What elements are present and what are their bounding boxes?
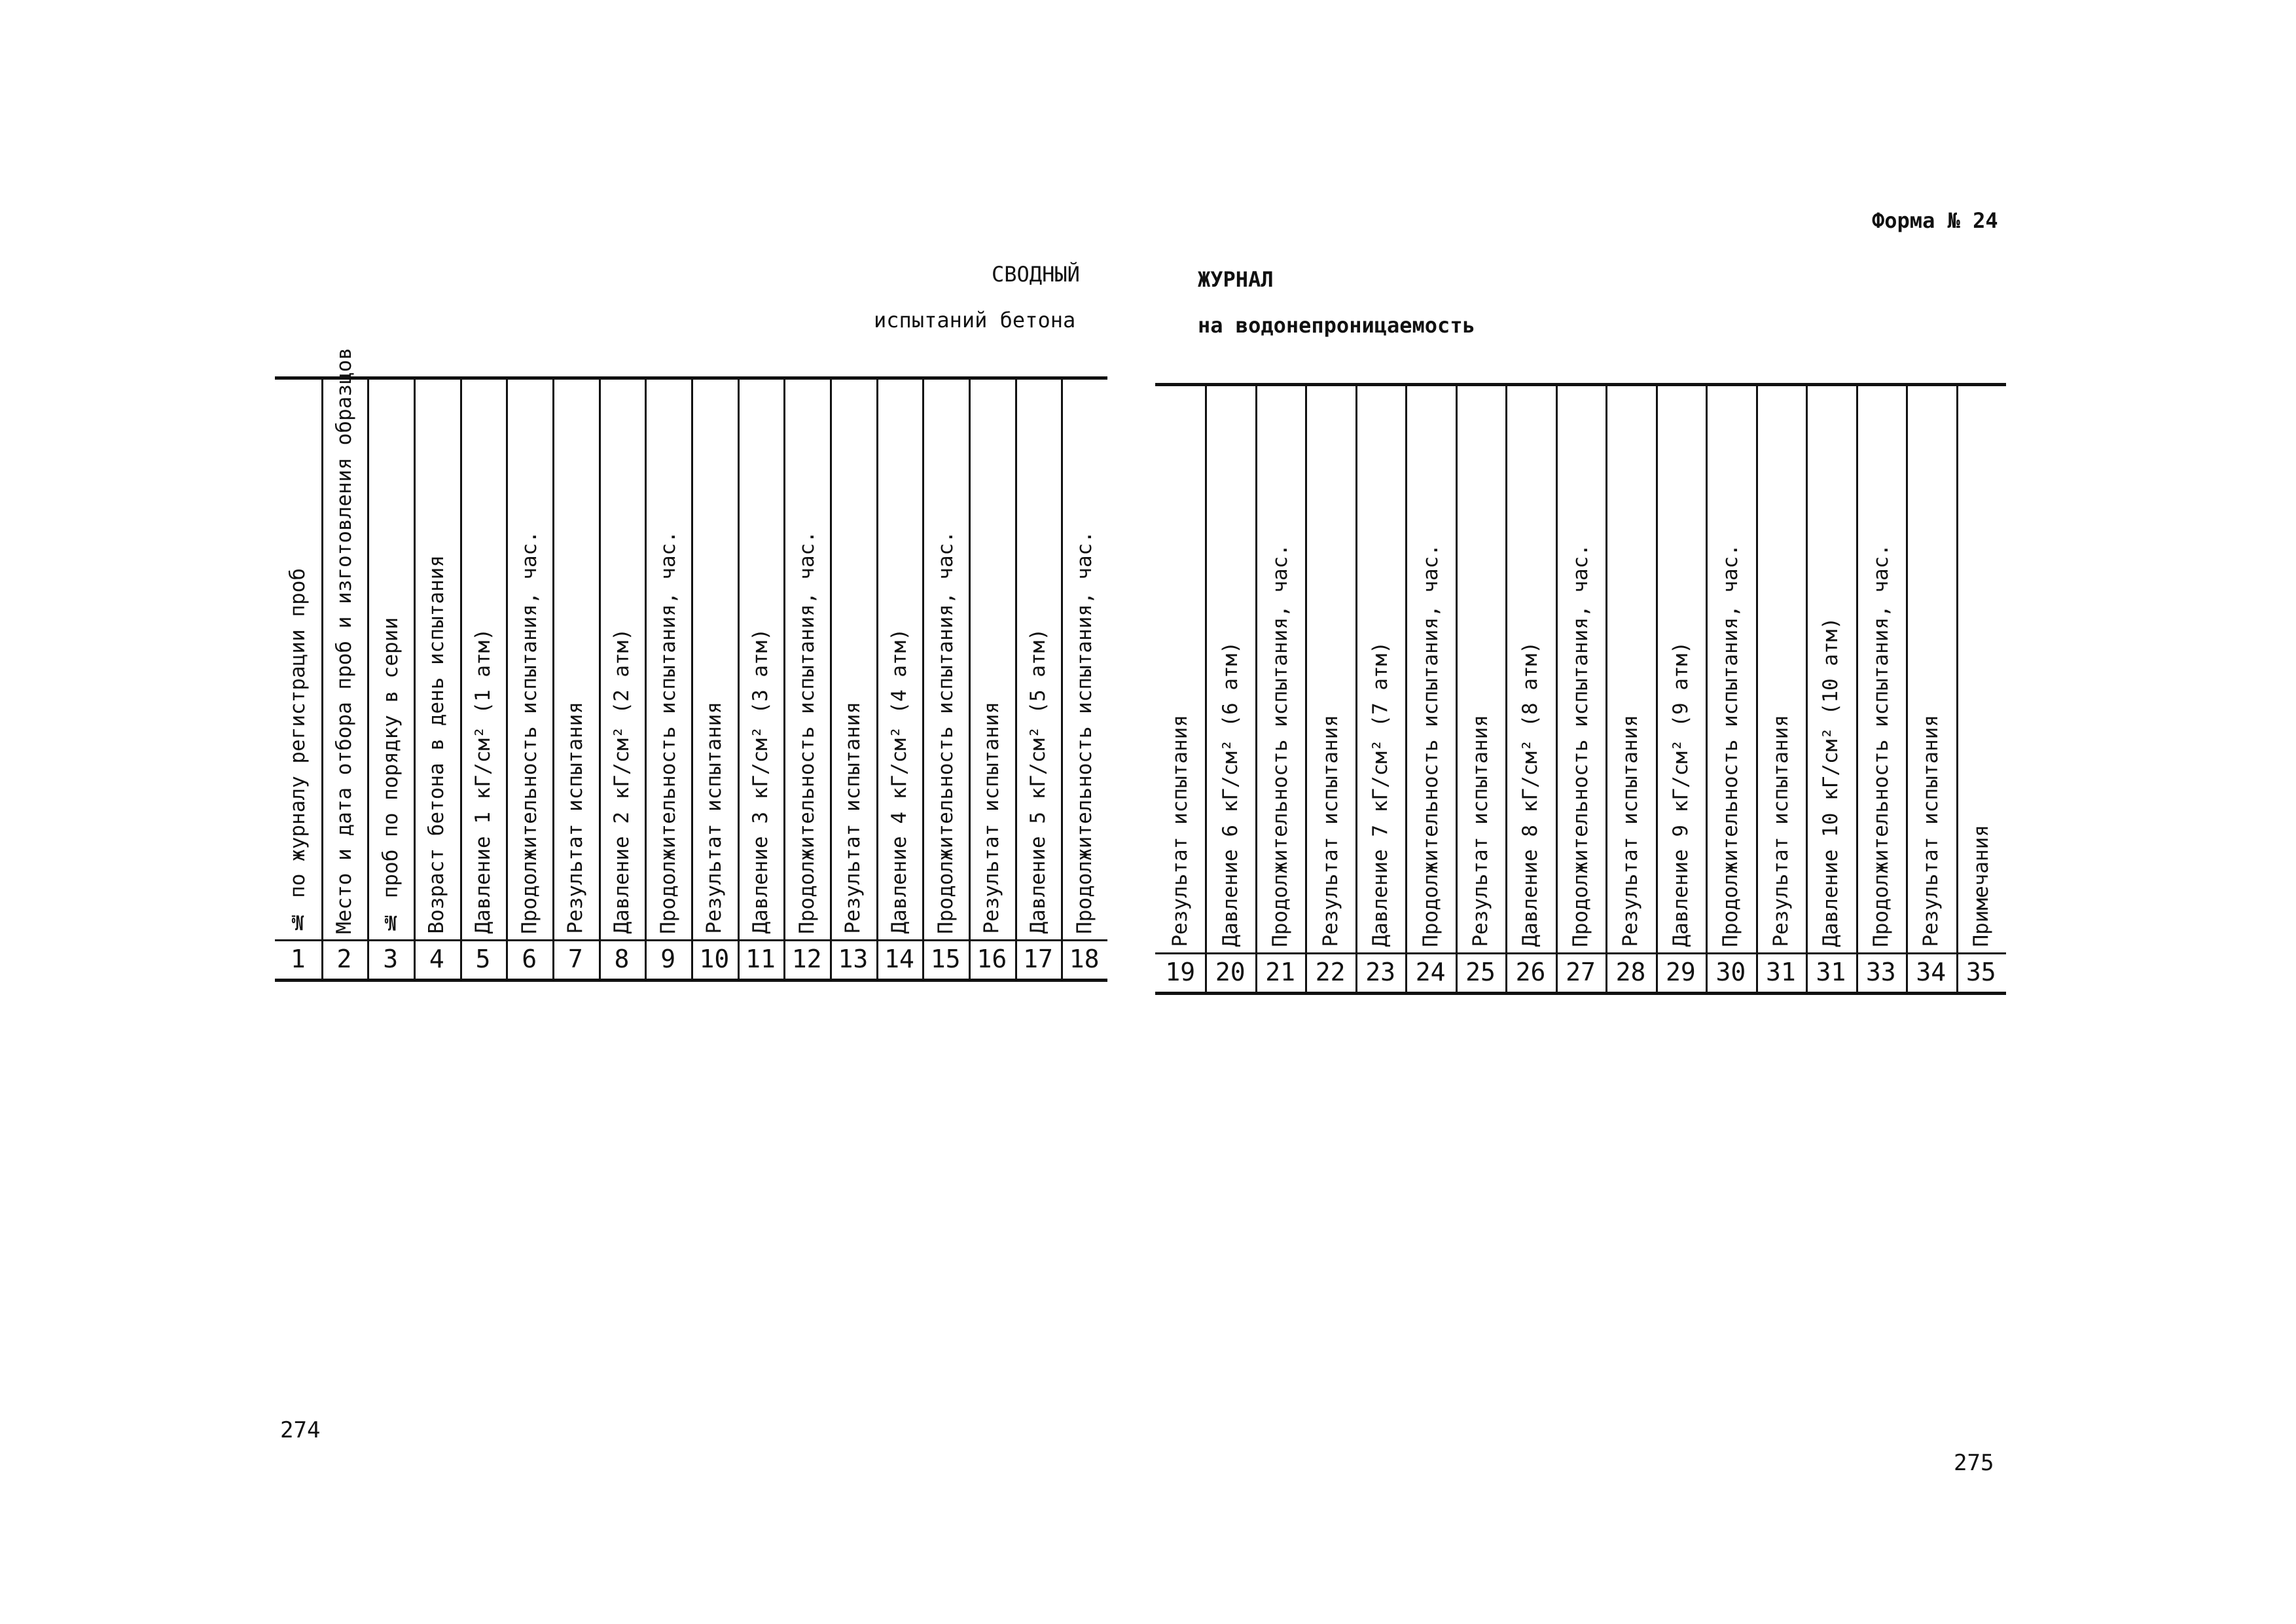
column-header-text: Результат испытания — [1168, 715, 1193, 947]
column-header — [1061, 382, 1107, 934]
column-header-text: Результат испытания — [841, 702, 865, 934]
column-header-text: Продолжительность испытания, час. — [1719, 544, 1743, 947]
column-header-text: Давление 10 кГ/см² (10 атм) — [1819, 617, 1843, 947]
column-header — [1255, 388, 1305, 947]
table-bottom-rule — [275, 979, 1107, 982]
title-left-line2: испытаний бетона — [874, 308, 1076, 333]
column-number: 6 — [522, 945, 537, 973]
column-number: 9 — [660, 945, 676, 973]
column-header-text: Результат испытания — [1318, 715, 1342, 947]
column-header — [876, 382, 923, 934]
column-number: 15 — [930, 945, 961, 973]
table-bottom-rule — [1155, 992, 2006, 995]
table-header-rule — [1155, 952, 2006, 954]
column-header — [321, 348, 368, 934]
column-number: 14 — [884, 945, 914, 973]
column-number: 1 — [290, 945, 306, 973]
column-number: 28 — [1615, 958, 1646, 986]
column-header — [645, 382, 691, 934]
column-header-text: Результат испытания — [1768, 715, 1793, 947]
left-journal-table — [275, 348, 1107, 992]
column-number: 26 — [1515, 958, 1546, 986]
column-header — [783, 382, 830, 934]
column-header-text: Давление 5 кГ/см² (5 атм) — [1026, 628, 1050, 934]
table-top-rule — [1155, 383, 2006, 386]
column-header — [1556, 388, 1605, 947]
column-header — [506, 382, 552, 934]
column-number: 22 — [1315, 958, 1346, 986]
column-header-text: Результат испытания — [980, 702, 1004, 934]
column-header — [1456, 388, 1505, 947]
column-header-text: Давление 9 кГ/см² (9 атм) — [1668, 641, 1693, 947]
column-header-text: Результат испытания — [1619, 715, 1643, 947]
column-number: 31 — [1765, 958, 1796, 986]
column-header-text: Продолжительность испытания, час. — [1072, 531, 1096, 934]
column-number: 18 — [1069, 945, 1100, 973]
column-header-text: Продолжительность испытания, час. — [1268, 544, 1293, 947]
column-header — [1806, 388, 1856, 947]
column-header — [414, 382, 460, 934]
right-journal-table — [1155, 383, 2006, 998]
column-number: 13 — [838, 945, 869, 973]
column-number: 21 — [1265, 958, 1296, 986]
column-header-text: Продолжительность испытания, час. — [933, 531, 958, 934]
column-header-text: Место и дата отбора проб и изготовления образцов — [332, 348, 356, 934]
column-header — [691, 382, 738, 934]
column-header-text: Давление 1 кГ/см² (1 атм) — [471, 628, 495, 934]
title-left-line1: СВОДНЫЙ — [992, 262, 1080, 287]
column-header — [922, 382, 969, 934]
column-number: 33 — [1865, 958, 1896, 986]
column-header — [1015, 382, 1062, 934]
title-right-line2: на водонепроницаемость — [1198, 313, 1475, 338]
column-header — [1756, 388, 1806, 947]
column-header — [460, 382, 507, 934]
column-number: 27 — [1566, 958, 1596, 986]
column-number: 11 — [745, 945, 776, 973]
column-number: 10 — [699, 945, 730, 973]
column-number: 23 — [1365, 958, 1395, 986]
column-header — [1856, 388, 1906, 947]
column-header-text: Возраст бетона в день испытания — [425, 555, 449, 934]
column-header — [1706, 388, 1755, 947]
column-number: 2 — [336, 945, 352, 973]
title-right-line1: ЖУРНАЛ — [1198, 267, 1274, 292]
column-header — [1656, 388, 1706, 947]
column-header — [1405, 388, 1455, 947]
column-number: 16 — [977, 945, 1007, 973]
column-number: 19 — [1165, 958, 1196, 986]
column-number: 34 — [1916, 958, 1946, 986]
column-header-text: Результат испытания — [1469, 715, 1492, 947]
column-header-text: Давление 8 кГ/см² (8 атм) — [1518, 641, 1543, 947]
column-number: 29 — [1666, 958, 1696, 986]
column-header — [830, 382, 876, 934]
column-header — [969, 382, 1015, 934]
column-header — [738, 382, 784, 934]
column-header — [1355, 388, 1405, 947]
column-header — [1305, 388, 1355, 947]
column-number: 17 — [1023, 945, 1053, 973]
column-header — [275, 382, 321, 934]
column-header-text: Давление 7 кГ/см² (7 атм) — [1369, 641, 1393, 947]
column-header — [1155, 388, 1205, 947]
column-number: 8 — [614, 945, 630, 973]
column-number: 24 — [1415, 958, 1446, 986]
form-label: Форма № 24 — [1872, 208, 1998, 233]
column-header-text: Давление 6 кГ/см² (6 атм) — [1218, 641, 1242, 947]
column-number: 35 — [1965, 958, 1996, 986]
column-number: 5 — [475, 945, 491, 973]
column-header-text: Продолжительность испытания, час. — [1418, 544, 1443, 947]
column-number: 31 — [1816, 958, 1846, 986]
column-header — [1906, 388, 1956, 947]
column-header — [367, 382, 414, 934]
column-header-text: Давление 4 кГ/см² (4 атм) — [887, 628, 911, 934]
column-header-text: Результат испытания — [564, 702, 588, 934]
column-header — [1605, 388, 1655, 947]
column-header-text: № проб по порядку в серии — [378, 617, 403, 934]
page-number-right: 275 — [1954, 1450, 1994, 1476]
column-header-text: Результат испытания — [702, 702, 726, 934]
column-header — [552, 382, 599, 934]
column-header — [599, 382, 645, 934]
column-header-text: Давление 3 кГ/см² (3 атм) — [748, 628, 772, 934]
column-number: 25 — [1465, 958, 1496, 986]
column-header-text: Продолжительность испытания, час. — [517, 531, 541, 934]
column-header-text: Продолжительность испытания, час. — [1869, 544, 1893, 947]
column-header-text: Давление 2 кГ/см² (2 атм) — [609, 628, 634, 934]
column-number: 3 — [383, 945, 399, 973]
column-header — [1505, 388, 1555, 947]
column-header-text: Результат испытания — [1919, 715, 1943, 947]
column-header-text: Продолжительность испытания, час. — [1568, 544, 1592, 947]
column-header-text: Продолжительность испытания, час. — [656, 531, 680, 934]
page-number-left: 274 — [280, 1417, 321, 1443]
column-header — [1205, 388, 1255, 947]
column-number: 4 — [429, 945, 444, 973]
column-header — [1956, 388, 2006, 947]
column-number: 20 — [1215, 958, 1246, 986]
column-header-text: Примечания — [1969, 825, 1993, 947]
column-header-text: № по журналу регистрации проб — [286, 568, 310, 934]
column-number: 30 — [1715, 958, 1746, 986]
column-number: 12 — [791, 945, 822, 973]
column-number: 7 — [567, 945, 583, 973]
column-header-text: Продолжительность испытания, час. — [795, 531, 819, 934]
